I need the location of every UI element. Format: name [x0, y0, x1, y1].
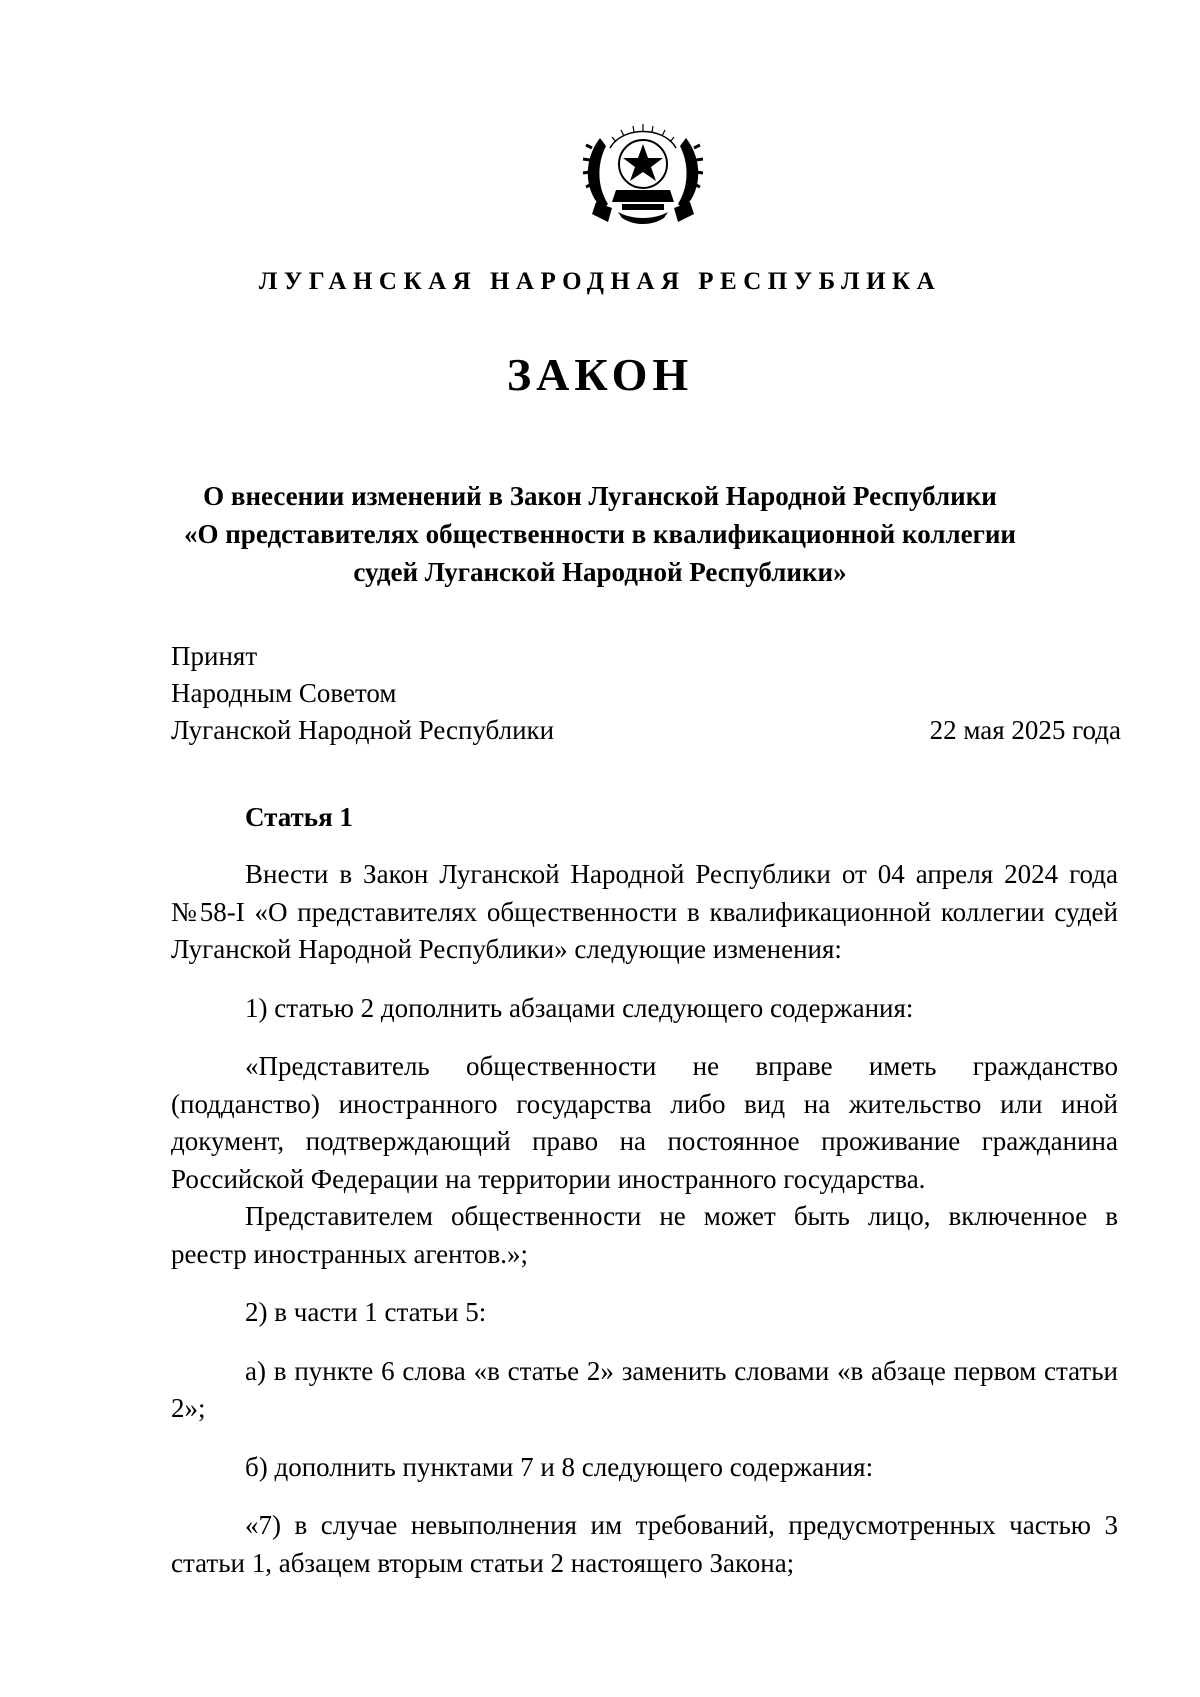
article-body	[171, 856, 1118, 1582]
article-paragraph: 1) статью 2 дополнить абзацами следующего содержания:	[245, 992, 914, 1023]
adoption-line: Народным Советом	[171, 678, 397, 708]
subject-line: «О представителях общественности в квалификационной коллегии	[184, 519, 1016, 549]
adoption-line: Луганской Народной Республики	[171, 715, 555, 745]
adoption-line: Принят	[171, 641, 258, 671]
article-paragraph: «7) в случае невыполнения им требований, предусмотренных частью 3 статьи 1, абзацем вторым статьи 2 настоящего Закона;	[171, 1510, 1118, 1578]
article-paragraph: Внести в Закон Луганской Народной Республики от 04 апреля 2024 года №58-I «О представителях общественности в квалификационной коллегии судей Луганской Народной Республики» следующие изменения:	[171, 859, 1118, 964]
article-heading: Статья 1	[245, 802, 353, 832]
lpr-coat-of-arms-icon	[582, 118, 704, 230]
document-type-title: ЗАКОН	[506, 349, 694, 400]
subject-line: О внесении изменений в Закон Луганской Народной Республики	[203, 481, 997, 511]
article-paragraph: Представителем общественности не может быть лицо, включенное в реестр иностранных агентов.»;	[171, 1201, 1118, 1269]
adoption-block	[171, 638, 1121, 749]
republic-name: ЛУГАНСКАЯ НАРОДНАЯ РЕСПУБЛИКА	[258, 268, 942, 295]
adoption-date: 22 мая 2025 года	[929, 715, 1121, 745]
law-subject	[150, 477, 1050, 591]
article-paragraph: б) дополнить пунктами 7 и 8 следующего содержания:	[245, 1451, 874, 1482]
article-paragraph: «Представитель общественности не вправе иметь гражданство (подданство) иностранного государства либо вид на жительство или иной документ, подтверждающий право на постоянное проживание гражданина Российской Федерации на территории иностранного государства.	[171, 1051, 1118, 1194]
article-paragraph: 2) в части 1 статьи 5:	[245, 1297, 487, 1327]
article-paragraph: а) в пункте 6 слова «в статье 2» заменить словами «в абзаце первом статьи 2»;	[171, 1355, 1118, 1423]
subject-line: судей Луганской Народной Республики»	[353, 557, 847, 587]
